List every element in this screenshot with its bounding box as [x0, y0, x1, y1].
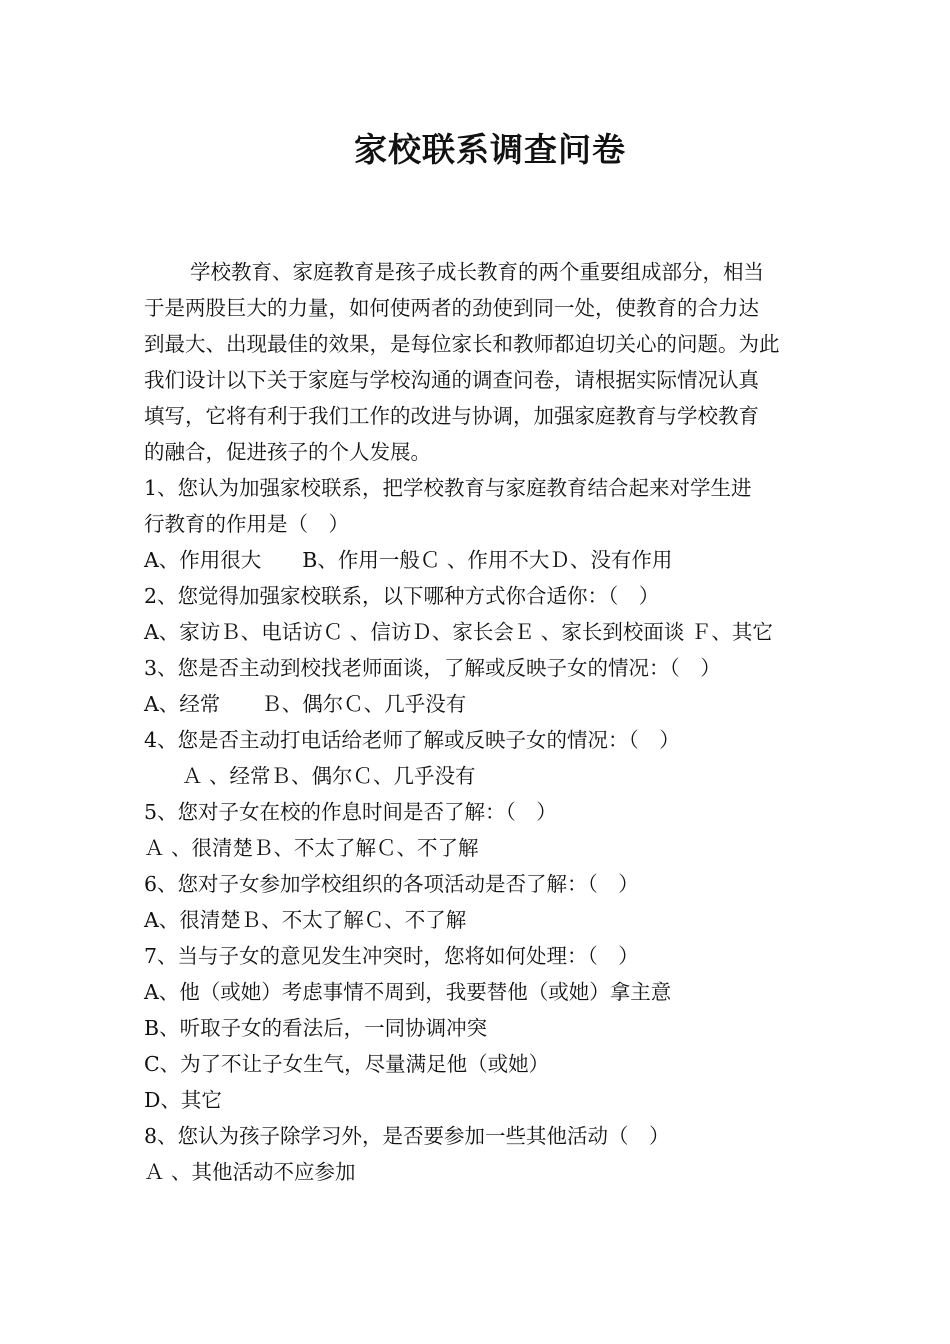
question-2-line: 2、您觉得加强家校联系，以下哪种方式你合适你：（ ）	[144, 584, 660, 608]
intro-line: 的融合，促进孩子的个人发展。	[144, 440, 431, 464]
intro-line: 到最大、出现最佳的效果，是每位家长和教师都迫切关心的问题。为此	[144, 332, 780, 356]
question-6-options: A、很清楚Ｂ、不太了解Ｃ、不了解	[144, 908, 467, 932]
question-7-line: 7、当与子女的意见发生冲突时，您将如何处理：（ ）	[144, 944, 639, 968]
question-4-options: Ａ 、经常Ｂ、偶尔Ｃ、几乎没有	[182, 764, 476, 788]
question-3-line: 3、您是否主动到校找老师面谈，了解或反映子女的情况：（ ）	[144, 656, 721, 680]
question-3-options: A、经常 Ｂ、偶尔Ｃ、几乎没有	[144, 692, 467, 716]
question-8-option-a: Ａ 、其他活动不应参加	[144, 1160, 356, 1184]
question-7-option-b: B、听取子女的看法后，一同协调冲突	[144, 1016, 488, 1040]
intro-line: 于是两股巨大的力量，如何使两者的劲使到同一处，使教育的合力达	[144, 296, 759, 320]
intro-line: 我们设计以下关于家庭与学校沟通的调查问卷，请根据实际情况认真	[144, 368, 759, 392]
question-1-line: 行教育的作用是（ ）	[144, 512, 349, 536]
question-7-option-c: C、为了不让子女生气，尽量满足他（或她）	[144, 1052, 550, 1076]
question-8-line: 8、您认为孩子除学习外，是否要参加一些其他活动（ ）	[144, 1124, 670, 1148]
intro-line: 填写，它将有利于我们工作的改进与协调，加强家庭教育与学校教育	[144, 404, 759, 428]
question-4-line: 4、您是否主动打电话给老师了解或反映子女的情况：（ ）	[144, 728, 680, 752]
document-title: 家校联系调查问卷	[354, 130, 626, 169]
question-1-line: 1、您认为加强家校联系，把学校教育与家庭教育结合起来对学生进	[144, 476, 752, 500]
question-5-line: 5、您对子女在校的作息时间是否了解：（ ）	[144, 800, 557, 824]
question-1-options: A、作用很大 B、作用一般Ｃ 、作用不大Ｄ、没有作用	[144, 548, 673, 572]
document-body	[144, 254, 814, 1190]
question-6-line: 6、您对子女参加学校组织的各项活动是否了解：（ ）	[144, 872, 639, 896]
intro-line: 学校教育、家庭教育是孩子成长教育的两个重要组成部分，相当	[190, 260, 764, 284]
question-7-option-a: A、他（或她）考虑事情不周到，我要替他（或她）拿主意	[144, 980, 672, 1004]
question-5-options: Ａ 、很清楚Ｂ、不太了解Ｃ、不了解	[144, 836, 479, 860]
question-2-options: A、家访Ｂ、电话访Ｃ 、信访Ｄ、家长会Ｅ 、家长到校面谈 Ｆ、其它	[144, 620, 773, 644]
question-7-option-d: D、其它	[144, 1088, 222, 1112]
